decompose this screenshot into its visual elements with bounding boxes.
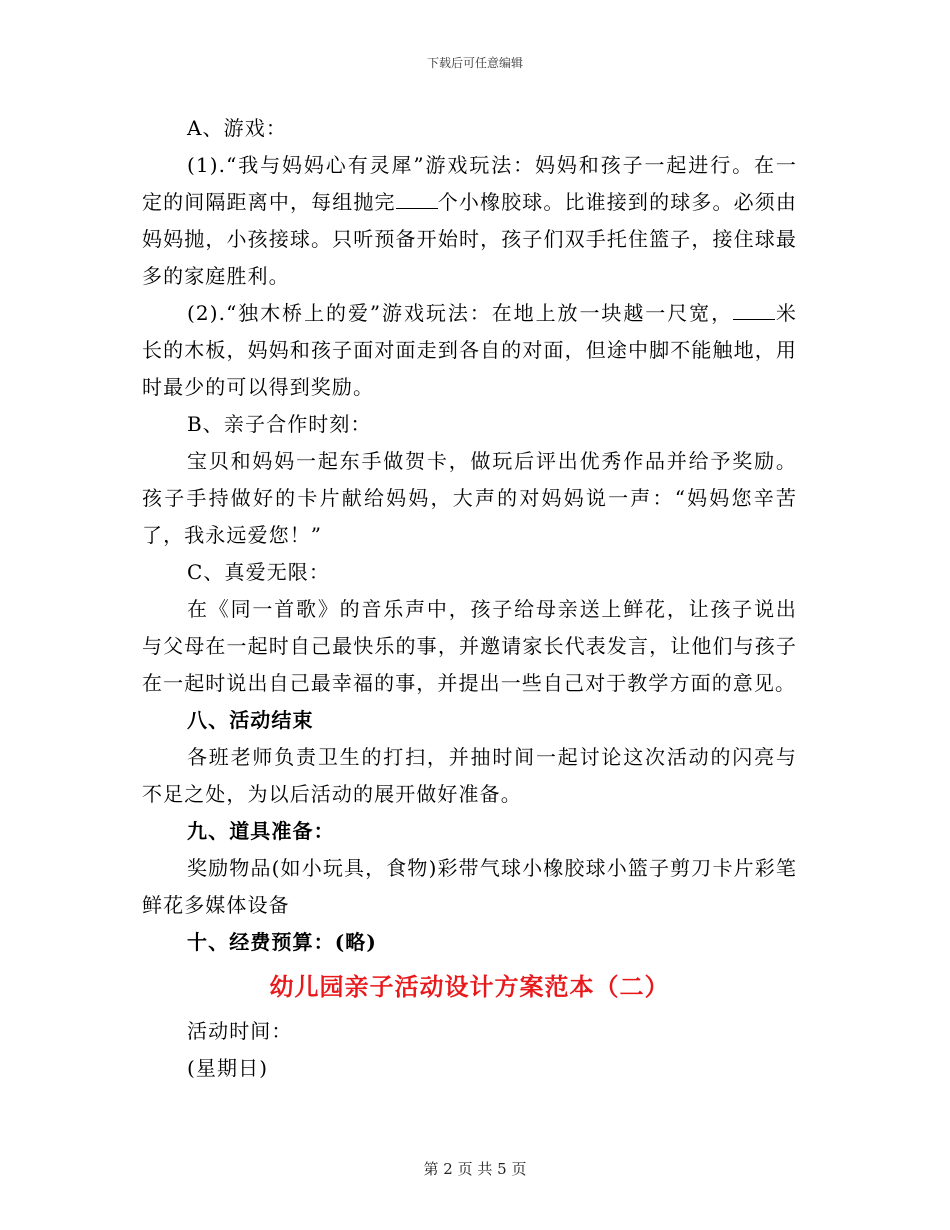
coop-paragraph: 宝贝和妈妈一起东手做贺卡，做玩后评出优秀作品并给予奖励。孩子手持做好的卡片献给妈妈，大声的对妈妈说一声：“妈妈您辛苦了，我永远爱您！” [142,449,797,547]
blank-underline [733,303,775,320]
love-heading: C、真爱无限： [187,560,331,584]
page-header: 下载后可任意编辑 [426,56,523,70]
activity-time-value: (星期日) [187,1056,269,1080]
section-8-paragraph: 各班老师负责卫生的打扫，并抽时间一起讨论这次活动的闪亮与不足之处，为以后活动的展开做好准备。 [142,745,797,806]
game2-text-b: 米长的木板，妈妈和孩子面对面走到各自的对面，但途中脚不能触地，用时最少的可以得到奖励。 [142,301,798,399]
activity-time-label: 活动时间： [187,1019,293,1043]
game2-text-a: (2).“独木桥上的爱”游戏玩法：在地上放一块越一尺宽， [187,301,734,325]
game2-paragraph [142,295,797,406]
page-number-footer: 第 2 页 共 5 页 [423,1160,527,1178]
game-heading: A、游戏： [187,116,287,140]
blank-underline [396,192,438,209]
coop-heading: B、亲子合作时刻： [187,412,372,436]
section-9-paragraph: 奖励物品(如小玩具，食物)彩带气球小橡胶球小篮子剪刀卡片彩笔鲜花多媒体设备 [142,856,797,917]
game1-paragraph [142,147,797,295]
document-title-2: 幼儿园亲子活动设计方案范本（二） [269,972,670,1001]
section-8-heading: 八、活动结束 [187,708,314,732]
document-body [142,110,797,1087]
love-paragraph: 在《同一首歌》的音乐声中，孩子给母亲送上鲜花，让孩子说出与父母在一起时自己最快乐的事，并邀请家长代表发言，让他们与孩子在一起时说出自己最幸福的事，并提出一些自己对于教学方面的意见。 [142,597,797,695]
game1-text-b: 个小橡胶球。比谁接到的球多。必须由妈妈抛，小孩接球。只听预备开始时，孩子们双手托住篮子，接住球最多的家庭胜利。 [142,190,797,288]
section-10-heading: 十、经费预算：(略) [187,930,377,954]
section-9-heading: 九、道具准备： [187,819,335,843]
game1-text-a: (1).“我与妈妈心有灵犀”游戏玩法：妈妈和孩子一起进行。在一定的间隔距离中，每组抛完 [142,153,797,214]
